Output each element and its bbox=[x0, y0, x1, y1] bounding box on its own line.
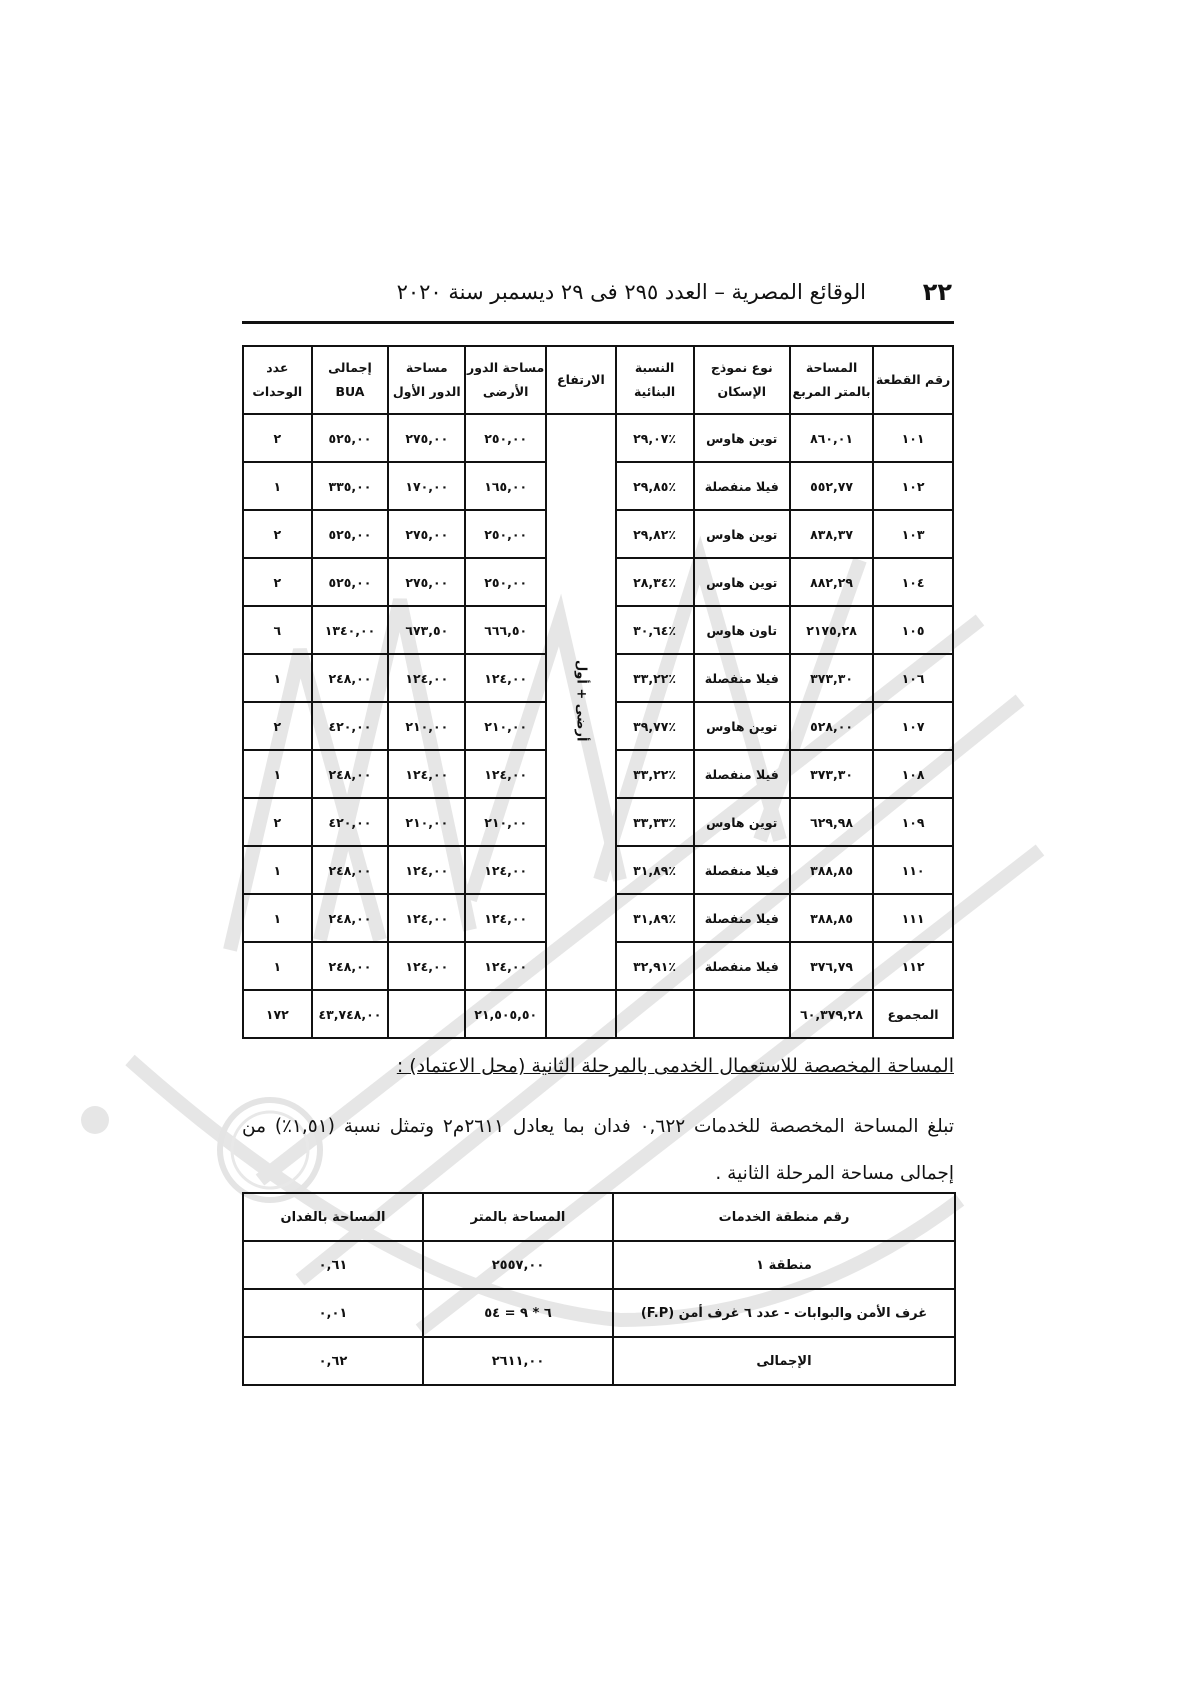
ground-floor-area: ٢١٠,٠٠ bbox=[465, 702, 546, 750]
building-ratio: ٣٣,٣٣٪ bbox=[616, 798, 694, 846]
plot-area: ٨٣٨,٣٧ bbox=[790, 510, 873, 558]
ground-floor-area: ١٢٤,٠٠ bbox=[465, 750, 546, 798]
height-value: أرضى + أول bbox=[573, 659, 589, 742]
first-floor-area: ١٢٤,٠٠ bbox=[388, 750, 465, 798]
empty-cell bbox=[694, 990, 791, 1038]
plot-area: ٣٧٣,٣٠ bbox=[790, 654, 873, 702]
table-row bbox=[243, 1289, 955, 1337]
services-paragraph: تبلغ المساحة المخصصة للخدمات ٠,٦٢٢ فدان بما يعادل ٢٦١١م٢ وتمثل نسبة (١,٥١٪) من إجمالى مساحة المرحلة الثانية . bbox=[242, 1116, 954, 1184]
total-bua: ٤٢٠,٠٠ bbox=[312, 798, 389, 846]
units-count: ١ bbox=[243, 894, 312, 942]
ground-floor-area: ٢٥٠,٠٠ bbox=[465, 558, 546, 606]
services-header-row bbox=[243, 1193, 955, 1241]
building-ratio: ٣١,٨٩٪ bbox=[616, 894, 694, 942]
total-bua: ٥٢٥,٠٠ bbox=[312, 558, 389, 606]
total-label: المجموع bbox=[873, 990, 953, 1038]
page-title: الوقائع المصرية – العدد ٢٩٥ فى ٢٩ ديسمبر سنة ٢٠٢٠ bbox=[396, 280, 866, 304]
ground-floor-area: ١٢٤,٠٠ bbox=[465, 654, 546, 702]
total-bua: ٢٤٨,٠٠ bbox=[312, 846, 389, 894]
plot-area: ٦٢٩,٩٨ bbox=[790, 798, 873, 846]
plot-area: ٨٦٠,٠١ bbox=[790, 414, 873, 462]
height-merged-cell bbox=[546, 414, 616, 990]
total-bua: ٥٢٥,٠٠ bbox=[312, 510, 389, 558]
table-row bbox=[243, 1337, 955, 1385]
total-bua: ٤٢٠,٠٠ bbox=[312, 702, 389, 750]
housing-type: فيلا منفصلة bbox=[694, 462, 791, 510]
ground-floor-area: ١٢٤,٠٠ bbox=[465, 846, 546, 894]
plot-area: ٢١٧٥,٢٨ bbox=[790, 606, 873, 654]
first-floor-area: ١٢٤,٠٠ bbox=[388, 846, 465, 894]
housing-type: توين هاوس bbox=[694, 414, 791, 462]
total-bua: ٢٤٨,٠٠ bbox=[312, 894, 389, 942]
plot-number: ١٠٣ bbox=[873, 510, 953, 558]
area-meters: ٢٦١١,٠٠ bbox=[423, 1337, 613, 1385]
ground-floor-area: ٢٥٠,٠٠ bbox=[465, 510, 546, 558]
housing-type: فيلا منفصلة bbox=[694, 894, 791, 942]
area-meters: ٢٥٥٧,٠٠ bbox=[423, 1241, 613, 1289]
total-bua: ٢٤٨,٠٠ bbox=[312, 654, 389, 702]
ground-floor-area: ١٦٥,٠٠ bbox=[465, 462, 546, 510]
header-rule bbox=[242, 321, 954, 324]
building-ratio: ٢٩,٠٧٪ bbox=[616, 414, 694, 462]
plot-number: ١٠٢ bbox=[873, 462, 953, 510]
service-zone: منطقة ١ bbox=[613, 1241, 955, 1289]
services-table bbox=[242, 1192, 956, 1386]
plot-area: ٥٥٢,٧٧ bbox=[790, 462, 873, 510]
plot-number: ١٠٤ bbox=[873, 558, 953, 606]
units-count: ١ bbox=[243, 750, 312, 798]
building-ratio: ٣٣,٢٢٪ bbox=[616, 654, 694, 702]
total-area: ٦٠,٣٧٩,٢٨ bbox=[790, 990, 873, 1038]
empty-cell bbox=[388, 990, 465, 1038]
plot-area: ٣٨٨,٨٥ bbox=[790, 846, 873, 894]
col-service-zone: رقم منطقة الخدمات bbox=[613, 1193, 955, 1241]
housing-type: فيلا منفصلة bbox=[694, 846, 791, 894]
table-row bbox=[243, 414, 953, 462]
empty-cell bbox=[616, 990, 694, 1038]
plot-number: ١٠٦ bbox=[873, 654, 953, 702]
first-floor-area: ٢٧٥,٠٠ bbox=[388, 558, 465, 606]
service-zone: الإجمالى bbox=[613, 1337, 955, 1385]
plot-number: ١٠١ bbox=[873, 414, 953, 462]
total-bua: ٢٤٨,٠٠ bbox=[312, 942, 389, 990]
total-row bbox=[243, 990, 953, 1038]
plot-area: ٥٢٨,٠٠ bbox=[790, 702, 873, 750]
col-area-feddan: المساحة بالفدان bbox=[243, 1193, 423, 1241]
plot-number: ١١١ bbox=[873, 894, 953, 942]
plots-header-row bbox=[243, 346, 953, 414]
ground-floor-area: ٢١٠,٠٠ bbox=[465, 798, 546, 846]
area-feddan: ٠,٦٢ bbox=[243, 1337, 423, 1385]
area-feddan: ٠,٠١ bbox=[243, 1289, 423, 1337]
area-feddan: ٠,٦١ bbox=[243, 1241, 423, 1289]
building-ratio: ٣٠,٦٤٪ bbox=[616, 606, 694, 654]
total-units: ١٧٢ bbox=[243, 990, 312, 1038]
section-heading-text: المساحة المخصصة للاستعمال الخدمى بالمرحلة الثانية (محل الاعتماد) : bbox=[396, 1055, 954, 1077]
housing-type: توين هاوس bbox=[694, 798, 791, 846]
plot-area: ٣٧٣,٣٠ bbox=[790, 750, 873, 798]
ground-floor-area: ١٢٤,٠٠ bbox=[465, 894, 546, 942]
col-area-meters: المساحة بالمتر bbox=[423, 1193, 613, 1241]
section-heading bbox=[242, 1055, 954, 1087]
ground-floor-area: ٢٥٠,٠٠ bbox=[465, 414, 546, 462]
page-header bbox=[242, 272, 952, 312]
building-ratio: ٢٩,٨٢٪ bbox=[616, 510, 694, 558]
col-first-floor-area: مساحة الدور الأول bbox=[388, 346, 465, 414]
plot-number: ١٠٧ bbox=[873, 702, 953, 750]
ground-floor-area: ١٢٤,٠٠ bbox=[465, 942, 546, 990]
housing-type: توين هاوس bbox=[694, 558, 791, 606]
total-bua: ٣٣٥,٠٠ bbox=[312, 462, 389, 510]
plot-number: ١١٢ bbox=[873, 942, 953, 990]
first-floor-area: ٦٧٣,٥٠ bbox=[388, 606, 465, 654]
first-floor-area: ١٢٤,٠٠ bbox=[388, 894, 465, 942]
ground-floor-area: ٦٦٦,٥٠ bbox=[465, 606, 546, 654]
plot-number: ١١٠ bbox=[873, 846, 953, 894]
page-number: ٢٢ bbox=[922, 278, 952, 306]
building-ratio: ٣٩,٧٧٪ bbox=[616, 702, 694, 750]
plot-area: ٨٨٢,٢٩ bbox=[790, 558, 873, 606]
units-count: ١ bbox=[243, 942, 312, 990]
first-floor-area: ٢١٠,٠٠ bbox=[388, 702, 465, 750]
col-housing-type: نوع نموذج الإسكان bbox=[694, 346, 791, 414]
table-row bbox=[243, 1241, 955, 1289]
units-count: ١ bbox=[243, 846, 312, 894]
units-count: ٢ bbox=[243, 414, 312, 462]
total-bua: ٢٤٨,٠٠ bbox=[312, 750, 389, 798]
building-ratio: ٢٨,٣٤٪ bbox=[616, 558, 694, 606]
col-plot-number: رقم القطعة bbox=[873, 346, 953, 414]
housing-type: توين هاوس bbox=[694, 510, 791, 558]
plot-number: ١٠٥ bbox=[873, 606, 953, 654]
housing-type: فيلا منفصلة bbox=[694, 654, 791, 702]
units-count: ٢ bbox=[243, 558, 312, 606]
first-floor-area: ٢٧٥,٠٠ bbox=[388, 510, 465, 558]
empty-cell bbox=[546, 990, 616, 1038]
housing-type: فيلا منفصلة bbox=[694, 942, 791, 990]
total-ground-floor-area: ٢١,٥٠٥,٥٠ bbox=[465, 990, 546, 1038]
col-total-bua: إجمالى BUA bbox=[312, 346, 389, 414]
building-ratio: ٣٣,٢٢٪ bbox=[616, 750, 694, 798]
plot-number: ١٠٨ bbox=[873, 750, 953, 798]
total-bua: ٤٣,٧٤٨,٠٠ bbox=[312, 990, 389, 1038]
total-bua: ١٣٤٠,٠٠ bbox=[312, 606, 389, 654]
plot-number: ١٠٩ bbox=[873, 798, 953, 846]
plots-table bbox=[242, 345, 954, 1039]
units-count: ٦ bbox=[243, 606, 312, 654]
first-floor-area: ١٢٤,٠٠ bbox=[388, 654, 465, 702]
first-floor-area: ٢٧٥,٠٠ bbox=[388, 414, 465, 462]
total-bua: ٥٢٥,٠٠ bbox=[312, 414, 389, 462]
housing-type: فيلا منفصلة bbox=[694, 750, 791, 798]
units-count: ٢ bbox=[243, 510, 312, 558]
units-count: ١ bbox=[243, 462, 312, 510]
first-floor-area: ١٧٠,٠٠ bbox=[388, 462, 465, 510]
first-floor-area: ١٢٤,٠٠ bbox=[388, 942, 465, 990]
service-zone: غرف الأمن والبوابات - عدد ٦ غرف أمن (F.P) bbox=[613, 1289, 955, 1337]
col-units-count: عدد الوحدات bbox=[243, 346, 312, 414]
col-building-ratio: النسبة البنائية bbox=[616, 346, 694, 414]
plot-area: ٣٨٨,٨٥ bbox=[790, 894, 873, 942]
building-ratio: ٣٢,٩١٪ bbox=[616, 942, 694, 990]
area-meters: ٦ * ٩ = ٥٤ bbox=[423, 1289, 613, 1337]
col-ground-floor-area: مساحة الدور الأرضى bbox=[465, 346, 546, 414]
units-count: ٢ bbox=[243, 798, 312, 846]
housing-type: تاون هاوس bbox=[694, 606, 791, 654]
plot-area: ٣٧٦,٧٩ bbox=[790, 942, 873, 990]
col-area-sqm: المساحة بالمتر المربع bbox=[790, 346, 873, 414]
building-ratio: ٢٩,٨٥٪ bbox=[616, 462, 694, 510]
units-count: ١ bbox=[243, 654, 312, 702]
units-count: ٢ bbox=[243, 702, 312, 750]
building-ratio: ٣١,٨٩٪ bbox=[616, 846, 694, 894]
first-floor-area: ٢١٠,٠٠ bbox=[388, 798, 465, 846]
col-height: الارتفاع bbox=[546, 346, 616, 414]
housing-type: توين هاوس bbox=[694, 702, 791, 750]
